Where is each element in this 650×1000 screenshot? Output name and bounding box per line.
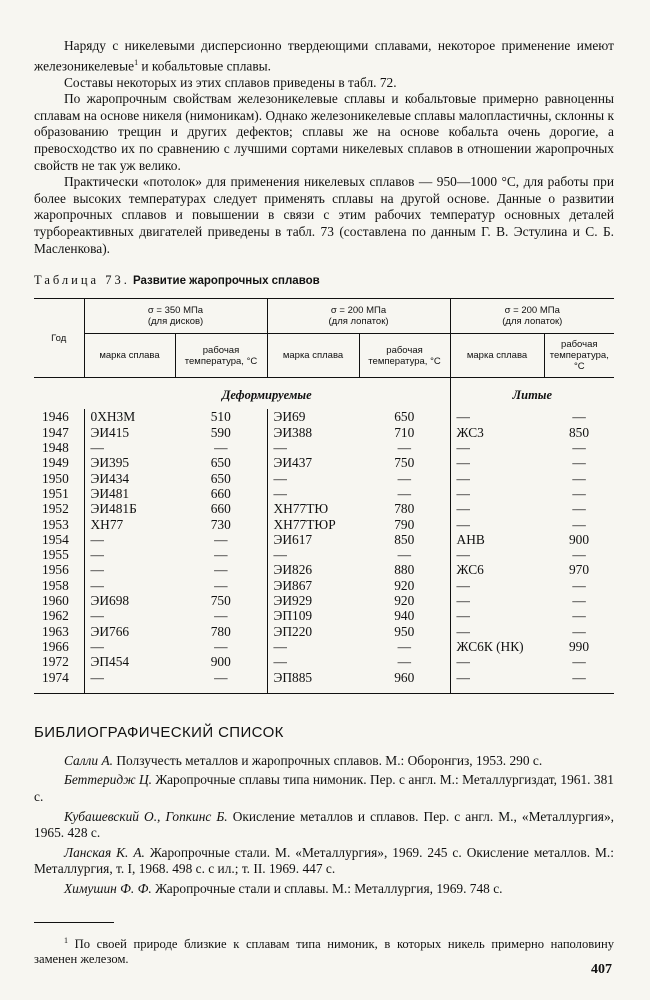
cast-temp-cell: — — [572, 470, 586, 486]
cast-grade-cell: — — [450, 547, 544, 562]
blade-temp-cell: 920 — [394, 577, 415, 593]
cast-temp-cell: — — [572, 593, 586, 609]
table-row — [34, 670, 614, 694]
cast-temp-cell: — — [572, 654, 586, 670]
blade-grade-cell: ХН77ТЮ — [267, 501, 359, 516]
cast-temp-cell: — — [572, 409, 586, 425]
disk-grade-cell: ЭИ481 — [84, 486, 175, 501]
footnote-ref: 1 — [134, 57, 139, 67]
disk-temp-cell: 590 — [210, 424, 231, 440]
disk-grade-cell: — — [84, 670, 175, 694]
blade-temp-cell: — — [397, 547, 411, 563]
subheader-temp: рабочая температура, °С — [359, 334, 450, 378]
disk-temp-cell: 660 — [210, 485, 231, 501]
cast-grade-cell: ЖС3 — [450, 425, 544, 440]
disk-temp-cell: 730 — [210, 516, 231, 532]
cast-grade-cell: ЖС6К (НК) — [450, 639, 544, 654]
disk-grade-cell: — — [84, 608, 175, 623]
table-row — [34, 440, 614, 455]
table-row — [34, 517, 614, 532]
blade-grade-cell: ЭП109 — [267, 608, 359, 623]
blade-temp-cell: 960 — [359, 670, 450, 694]
disk-grade-cell: ЭИ698 — [84, 593, 175, 608]
table-row — [34, 425, 614, 440]
blade-grade-cell: — — [267, 471, 359, 486]
cast-grade-cell: — — [450, 501, 544, 516]
bibliography-entry: Химушин Ф. Ф. Жаропрочные стали и сплавы. М.: Металлургия, 1969. 748 с. — [64, 880, 503, 896]
disk-temp-cell: — — [214, 577, 228, 593]
year-cell: 1947 — [42, 424, 69, 440]
disk-grade-cell: ЭП454 — [84, 654, 175, 669]
year-cell: 1954 — [42, 531, 69, 547]
cast-temp-cell: 850 — [568, 424, 590, 440]
year-cell: 1946 — [42, 409, 69, 425]
blade-grade-cell: ЭП220 — [267, 624, 359, 639]
disk-temp-cell: — — [214, 562, 228, 578]
disk-grade-cell: — — [84, 532, 175, 547]
disk-grade-cell: ЭИ434 — [84, 471, 175, 486]
year-cell: 1948 — [42, 440, 69, 456]
bibliography-entry: Беттеридж Ц. Жаропрочные сплавы типа нимоник. Пер. с англ. М.: Металлургиздат, 1961. 381 с. — [34, 772, 614, 805]
disk-temp-cell: — — [214, 608, 228, 624]
alloys-table — [34, 298, 614, 694]
cast-grade-cell: — — [450, 486, 544, 501]
blade-temp-cell: 710 — [394, 424, 415, 440]
blade-grade-cell: ЭИ929 — [267, 593, 359, 608]
footnote-divider — [34, 922, 114, 923]
cast-grade-cell: — — [450, 624, 544, 639]
page-number: 407 — [591, 962, 612, 977]
table-row — [34, 608, 614, 623]
year-cell: 1950 — [42, 470, 69, 486]
blade-temp-cell: 920 — [394, 593, 415, 609]
section-cast: Литые — [450, 378, 614, 410]
disk-grade-cell: ЭИ415 — [84, 425, 175, 440]
blade-grade-cell: — — [267, 654, 359, 669]
table-row — [34, 455, 614, 470]
year-cell: 1963 — [42, 623, 69, 639]
cast-grade-cell: ЖС6 — [450, 562, 544, 577]
disk-temp-cell: — — [214, 440, 228, 456]
year-cell: 1966 — [42, 638, 69, 654]
bibliography-entry: Кубашевский О., Гопкинс Б. Окисление металлов и сплавов. Пер. с англ. М., «Металлургия», 1965. 428 с. — [34, 808, 614, 841]
subheader-grade: марка сплава — [450, 334, 544, 378]
table-row — [34, 471, 614, 486]
blade-grade-cell: — — [267, 547, 359, 562]
cast-temp-cell: — — [572, 516, 586, 532]
table-row — [34, 593, 614, 608]
disk-grade-cell: ЭИ481Б — [84, 501, 175, 516]
table-caption — [34, 273, 614, 288]
cast-temp-cell: — — [572, 440, 586, 456]
table-row — [34, 624, 614, 639]
disk-grade-cell: — — [84, 562, 175, 577]
group-header-disks: σ = 350 МПа (для дисков) — [84, 299, 267, 334]
bibliography-entry: Салли А. Ползучесть металлов и жаропрочных сплавов. М.: Оборонгиз, 1953. 290 с. — [64, 752, 543, 768]
blade-grade-cell: ЭИ388 — [267, 425, 359, 440]
cast-temp-cell: — — [572, 501, 586, 517]
year-cell: 1962 — [42, 608, 69, 624]
cast-grade-cell: — — [450, 471, 544, 486]
blade-grade-cell: ХН77ТЮР — [267, 517, 359, 532]
paragraph-1: Наряду с никелевыми дисперсионно твердеющими сплавами, некоторое применение имеют железоникелевые$^1$ и кобальтовые сплавы. — [34, 38, 614, 74]
cast-grade-cell: — — [450, 440, 544, 455]
bibliography-heading: БИБЛИОГРАФИЧЕСКИЙ СПИСОК — [34, 723, 284, 741]
year-cell: 1951 — [42, 485, 69, 501]
year-cell: 1972 — [42, 654, 69, 670]
disk-temp-cell: 900 — [210, 654, 231, 670]
table-row — [34, 547, 614, 562]
blade-temp-cell: 880 — [394, 562, 415, 578]
blade-grade-cell: ЭП885 — [267, 670, 359, 694]
cast-temp-cell: — — [544, 670, 614, 694]
group-header-blades-cast: σ = 200 МПа (для лопаток) — [450, 299, 614, 334]
disk-temp-cell: — — [175, 670, 267, 694]
disk-temp-cell: 660 — [210, 501, 231, 517]
blade-grade-cell: ЭИ867 — [267, 578, 359, 593]
blade-temp-cell: — — [397, 638, 411, 654]
cast-grade-cell: АНВ — [450, 532, 544, 547]
bibliography-list — [34, 753, 614, 898]
blade-grade-cell: ЭИ437 — [267, 455, 359, 470]
blade-temp-cell: 750 — [394, 455, 415, 471]
cast-temp-cell: — — [572, 485, 586, 501]
page-body — [34, 38, 614, 968]
disk-grade-cell: ЭИ395 — [84, 455, 175, 470]
disk-temp-cell: 750 — [210, 593, 231, 609]
cast-temp-cell: — — [572, 623, 586, 639]
disk-grade-cell: ЭИ766 — [84, 624, 175, 639]
cast-temp-cell: — — [572, 547, 586, 563]
year-cell: 1955 — [42, 547, 69, 563]
table-row — [34, 562, 614, 577]
cast-grade-cell: — — [450, 654, 544, 669]
cast-temp-cell: — — [572, 577, 586, 593]
year-cell: 1974 — [34, 670, 84, 694]
table-row — [34, 501, 614, 516]
paragraph-3: По жаропрочным свойствам железоникелевые сплавы и кобальтовые примерно равноценны сплавам на основе никеля (нимоникам). Однако железоникелевые сплавы малопластичны, склонны к образованию трещин и других дефектов; сплавы же на основе кобальта очень дорогие, а превосходство их по сравнению с лучшими сортами никелевых сплавов в отношении жаропрочных свойств не так уж велико. — [34, 91, 614, 173]
cast-temp-cell: 970 — [568, 562, 590, 578]
paragraph-4: Практически «потолок» для применения никелевых сплавов — 950—1000 °С, для работы при более высоких температурах следует применять сплавы на другой основе. Данные о развитии жаропрочных сплавов и повышении в связи с этим рабочих температур основных деталей турбореактивных двигателей приведены в табл. 73 (составлена по данным Г. В. Эстулина и С. Б. Масленкова). — [34, 174, 614, 256]
disk-grade-cell: — — [84, 440, 175, 455]
cast-temp-cell: — — [572, 608, 586, 624]
year-cell: 1952 — [42, 501, 69, 517]
blade-temp-cell: — — [397, 440, 411, 456]
blade-temp-cell: — — [397, 654, 411, 670]
disk-grade-cell: 0ХН3М — [84, 409, 175, 424]
table-row — [34, 532, 614, 547]
year-cell: 1953 — [42, 516, 69, 532]
disk-temp-cell: 510 — [210, 409, 231, 425]
year-cell: 1958 — [42, 577, 69, 593]
cast-grade-cell: — — [450, 670, 544, 694]
blade-grade-cell: — — [267, 440, 359, 455]
section-wrought: Деформируемые — [84, 378, 450, 410]
blade-grade-cell: ЭИ69 — [267, 409, 359, 424]
table-caption-title: Развитие жаропрочных сплавов — [132, 275, 320, 288]
table-caption-label: Таблица 73. — [34, 273, 130, 288]
blade-grade-cell: — — [267, 639, 359, 654]
disk-temp-cell: — — [214, 531, 228, 547]
blade-temp-cell: 950 — [394, 623, 415, 639]
disk-temp-cell: 650 — [210, 455, 231, 471]
disk-temp-cell: — — [214, 547, 228, 563]
blade-temp-cell: — — [397, 470, 411, 486]
cast-grade-cell: — — [450, 578, 544, 593]
year-cell: 1956 — [42, 562, 69, 578]
disk-temp-cell: 780 — [210, 623, 231, 639]
blade-temp-cell: 780 — [394, 501, 415, 517]
table-row — [34, 409, 614, 424]
disk-grade-cell: ХН77 — [84, 517, 175, 532]
disk-temp-cell: — — [214, 638, 228, 654]
cast-grade-cell: — — [450, 517, 544, 532]
blade-grade-cell: — — [267, 486, 359, 501]
blade-temp-cell: — — [397, 485, 411, 501]
blade-temp-cell: 940 — [394, 608, 415, 624]
paragraph-2: Составы некоторых из этих сплавов приведены в табл. 72. — [64, 74, 397, 90]
year-cell: 1949 — [42, 455, 69, 471]
disk-temp-cell: 650 — [210, 470, 231, 486]
blade-temp-cell: 790 — [394, 516, 415, 532]
table-row — [34, 486, 614, 501]
blade-temp-cell: 650 — [394, 409, 415, 425]
cast-grade-cell: — — [450, 409, 544, 424]
blade-grade-cell: ЭИ617 — [267, 532, 359, 547]
cast-temp-cell: 990 — [568, 638, 590, 654]
cast-temp-cell: 900 — [568, 531, 590, 547]
cast-grade-cell: — — [450, 608, 544, 623]
table-row — [34, 654, 614, 669]
cast-temp-cell: — — [572, 455, 586, 471]
cast-grade-cell: — — [450, 455, 544, 470]
subheader-grade: марка сплава — [267, 334, 359, 378]
blade-grade-cell: ЭИ826 — [267, 562, 359, 577]
table-row — [34, 639, 614, 654]
cast-grade-cell: — — [450, 593, 544, 608]
bibliography-entry: Ланская К. А. Жаропрочные стали. М. «Металлургия», 1969. 245 с. Окисление металлов. М.: Металлургия, т. I, 1968. 498 с. с ил.; т. II. 1969. 447 с. — [34, 844, 614, 877]
subheader-temp: рабочая температура, °С — [175, 334, 267, 378]
year-cell: 1960 — [42, 593, 69, 609]
disk-grade-cell: — — [84, 639, 175, 654]
subheader-temp: рабочая температура, °С — [544, 334, 614, 378]
group-header-blades: σ = 200 МПа (для лопаток) — [267, 299, 450, 334]
disk-grade-cell: — — [84, 547, 175, 562]
disk-grade-cell: — — [84, 578, 175, 593]
footnote: $^1$ По своей природе близкие к сплавам типа нимоник, в которых никель примерно наполовину заменен железом. — [34, 935, 614, 967]
year-header: Год — [34, 299, 84, 378]
blade-temp-cell: 850 — [394, 531, 415, 547]
table-row — [34, 578, 614, 593]
subheader-grade: марка сплава — [84, 334, 175, 378]
